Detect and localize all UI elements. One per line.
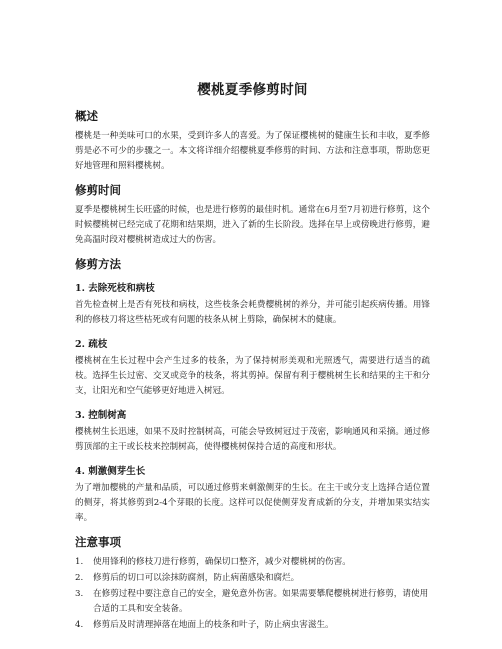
method-title-2: 2. 疏枝: [75, 339, 108, 350]
list-item-text: 修剪后的切口可以涂抹防腐剂，防止病菌感染和腐烂。: [93, 573, 300, 583]
method-text-3: 樱桃树生长迅速，如果不及时控制树高，可能会导致树冠过于茂密，影响通风和采摘。通过修剪顶部的主干或长枝来控制树高，使得樱桃树保持合适的高度和形状。: [75, 427, 430, 452]
list-item: [75, 618, 430, 633]
methods-heading: 修剪方法: [75, 257, 121, 271]
list-item-number: 4.: [75, 620, 84, 630]
list-item-text: 修剪后及时清理掉落在地面上的枝条和叶子，防止病虫害滋生。: [93, 620, 334, 630]
list-item-text: 在修剪过程中要注意自己的安全，避免意外伤害。如果需要攀爬樱桃树进行修剪，请使用合适的工具和安全装备。: [93, 589, 429, 614]
list-item-number: 1.: [75, 557, 84, 567]
list-item: [75, 571, 430, 586]
method-title-1: 1. 去除死枝和病枝: [75, 283, 155, 294]
list-item-number: 3.: [75, 589, 84, 599]
list-item-number: 2.: [75, 573, 84, 583]
document-title: 樱桃夏季修剪时间: [197, 82, 308, 98]
notes-heading: 注意事项: [75, 535, 121, 549]
method-text-4: 为了增加樱桃的产量和品质，可以通过修剪来刺激侧芽的生长。在主干或分支上选择合适位置的侧芽，将其修剪到2-4个芽眼的长度。这样可以促使侧芽发育成新的分支，并增加果实结实率。: [75, 483, 430, 523]
list-item: [75, 555, 430, 570]
method-title-3: 3. 控制树高: [75, 410, 127, 421]
timing-text: 夏季是樱桃树生长旺盛的时候，也是进行修剪的最佳时机。通常在6月至7月初进行修剪，这个时候樱桃树已经完成了花期和结果期，进入了新的生长阶段。选择在早上或傍晚进行修剪，避免高温时段对樱桃树造成过大的伤害。: [75, 205, 430, 245]
method-text-1: 首先检查树上是否有死枝和病枝，这些枝条会耗费樱桃树的养分，并可能引起疾病传播。用锋利的修枝刀将这些枯死或有问题的枝条从树上剪除，确保树木的健康。: [75, 300, 430, 325]
overview-heading: 概述: [75, 109, 98, 123]
timing-heading: 修剪时间: [75, 183, 121, 197]
method-text-2: 樱桃树在生长过程中会产生过多的枝条，为了保持树形美观和光照透气，需要进行适当的疏枝。选择生长过密、交叉或竞争的枝条，将其剪掉。保留有利于樱桃树生长和结果的主干和分支，让阳光和空气能够更好地进入树冠。: [75, 356, 430, 396]
list-item-text: 使用锋利的修枝刀进行修剪，确保切口整齐，减少对樱桃树的伤害。: [93, 557, 351, 567]
overview-text: 樱桃是一种美味可口的水果，受到许多人的喜爱。为了保证樱桃树的健康生长和丰收，夏季修剪是必不可少的步骤之一。本文将详细介绍樱桃夏季修剪的时间、方法和注意事项，帮助您更好地管理和照料樱桃树。: [75, 131, 430, 171]
notes-list: [75, 555, 430, 633]
list-item: [75, 587, 430, 617]
method-title-4: 4. 刺激侧芽生长: [75, 466, 146, 477]
